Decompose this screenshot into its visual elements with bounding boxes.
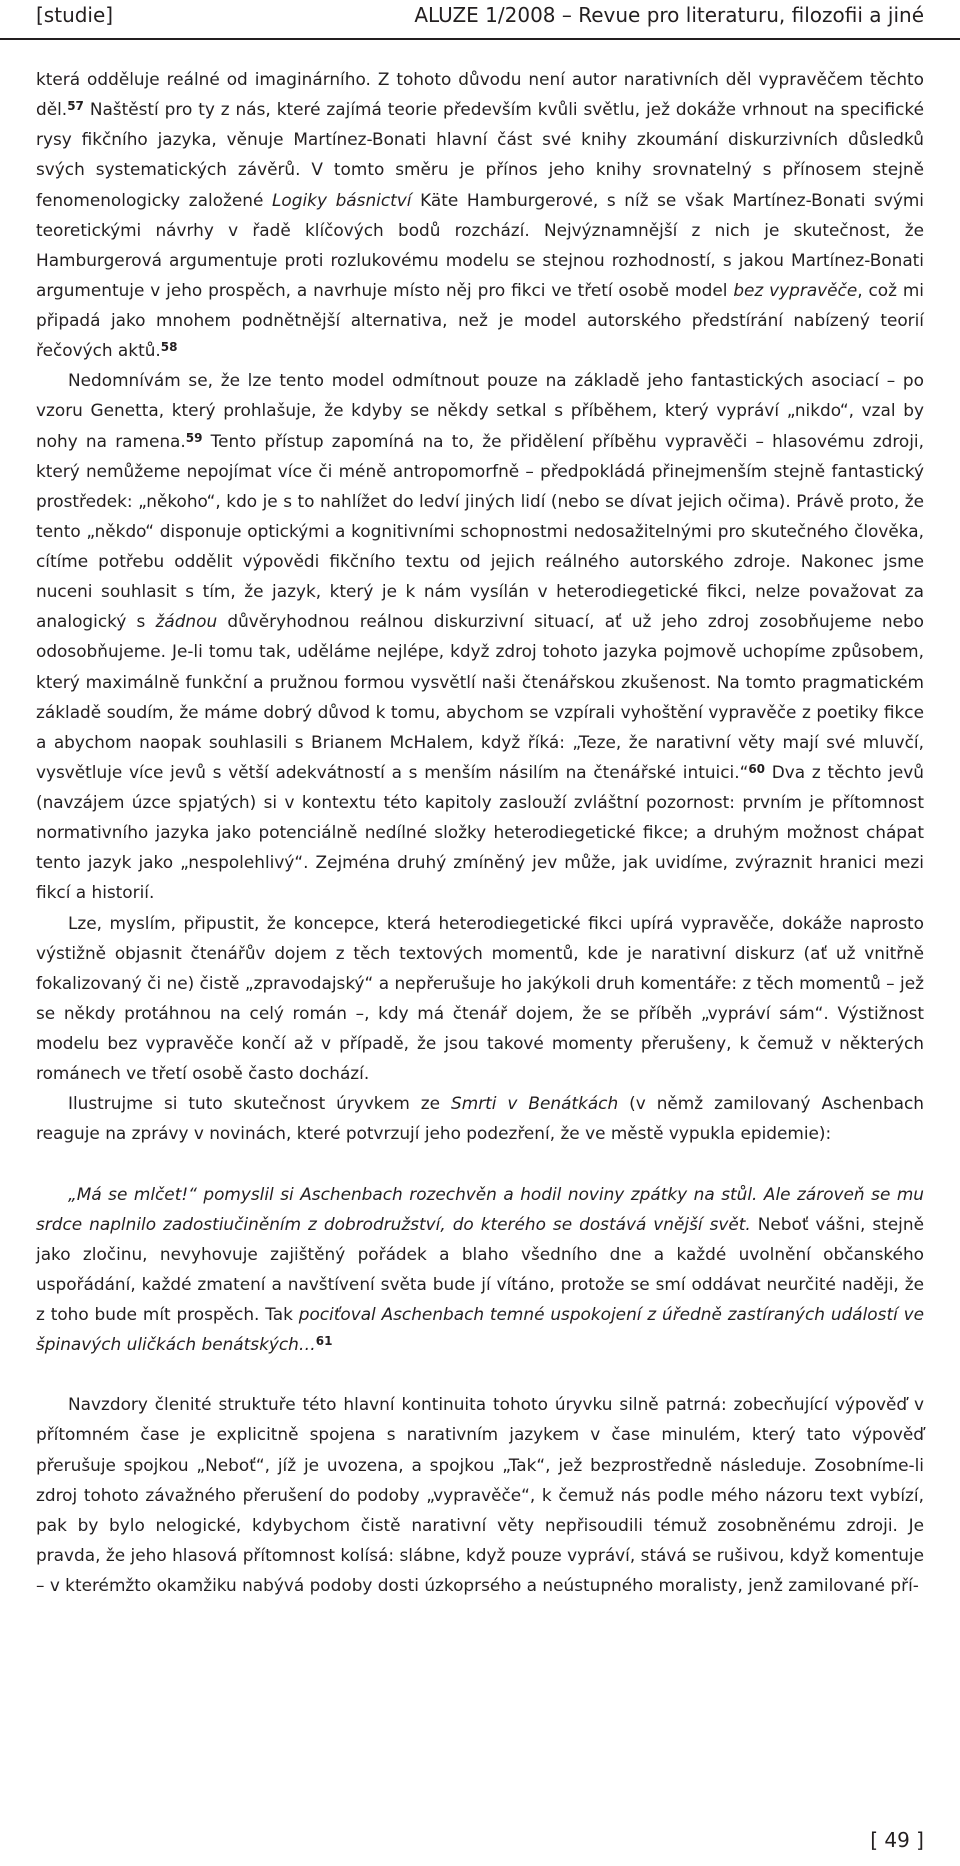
footnote-ref-57[interactable]: 57 — [67, 99, 84, 114]
text-run: Naštěstí pro ty z nás, které zajímá teorie především kvůli světlu, jež dokáže vrhnout na specifické rysy fikčního jazyka, věnuje Martínez-Bonati hlavní část své knihy zkoumání diskurzivních důsledků svých systematických závěrů. V tomto směru je přínos jeho knihy srovnatelný s přínosem stejně fenomenologicky založené — [36, 99, 924, 210]
text-run: Käte Hamburgerové, s níž se však Martínez-Bonati svými teoretickými návrhy v řadě klíčových bodů rozchází. Nejvýznamnější z nich je skutečnost, že Hamburgerová argumentuje proti rozlukovému modelu se stejnou rozhodností, s jakou Martínez-Bonati argumentuje v jeho prospěch, a navrhuje místo něj pro fikci ve třetí osobě model — [36, 189, 924, 300]
quote-italic: pociťoval Aschenbach temné uspokojení z úředně zastíraných událostí ve špinavých uličkách benátských… — [36, 1304, 924, 1355]
body-text — [36, 64, 924, 1600]
footnote-ref-61[interactable]: 61 — [315, 1334, 333, 1349]
emphasis: bez vypravěče — [733, 279, 858, 300]
paragraph-3 — [36, 908, 924, 1089]
footnote-ref-60[interactable]: 60 — [748, 761, 766, 776]
text-run: Lze, myslím, připustit, že koncepce, která heterodiegetické fikci upírá vypravěče, dokáže naprosto výstižně objasnit čtenářův dojem z těch textových momentů, kde je narativní diskurz (ať už vnitřně fokalizovaný či ne) čistě „zpravodajský“ a nepřerušuje ho jakýkoli druh komentáře: z těch momentů – jež se někdy protáhnou na celý román –, kdy má čtenář dojem, že se příběh „vypráví sám“. Výstižnost modelu bez vypravěče končí až v případě, že jsou takové momenty přerušeny, k čemuž v některých románech ve třetí osobě často dochází. — [36, 912, 924, 1084]
footnote-ref-58[interactable]: 58 — [160, 340, 178, 355]
text-run: Navzdory členité struktuře této hlavní kontinuita tohoto úryvku silně patrná: zobecňující výpověď v přítomném čase je explicitně spojena s narativním jazykem v čase minulém, který tato výpověď přerušuje spojkou „Neboť“, jíž je uvozena, a spojkou „Tak“, jež bezprostředně následuje. Zosobníme-li zdroj tohoto závažného přerušení do podoby „vypravěče“, k čemuž nás podle mého názoru text vybízí, pak by bylo nelogické, kdybychom čistě narativní věty nepřisoudili témuž zosobněnému zdroji. Je pravda, že jeho hlasová přítomnost kolísá: slábne, když pouze vypráví, stává se rušivou, když komentuje – v kterémžto okamžiku nabývá podoby dosti úzkoprsého a neústupného moralisty, jenž zamilované pří- — [36, 1394, 924, 1595]
book-title: Logiky básnictví — [272, 189, 412, 210]
block-quote — [36, 1179, 924, 1360]
book-title: Smrti v Benátkách — [451, 1093, 619, 1114]
paragraph-1 — [36, 64, 924, 365]
text-run: Tento přístup zapomíná na to, že přidělení příběhu vypravěči – hlasovému zdroji, který nemůžeme nepojímat více či méně antropomorfně – předpokládá přinejmenším stejně fantastický prostředek: „někoho“, kdo je s to nahlížet do ledví jiných lidí (nebo se dívat jejich očima). Právě proto, že tento „někdo“ disponuje optickými a kognitivními schopnostmi nedosažitelnými pro skutečného člověka, cítíme potřebu oddělit výpovědi fikčního textu od jejich reálného autorského zdroje. Nakonec jsme nuceni souhlasit s tím, že jazyk, který je k nám vysílán v heterodiegetické fikci, nelze považovat za analogický s — [36, 430, 924, 632]
text-run: Dva z těchto jevů (navzájem úzce spjatých) si v kontextu této kapitoly zaslouží zvláštní pozornost: prvním je přítomnost normativního jazyka jako potenciálně nedílné složky heterodiegetické fikce; a druhým možnost chápat tento jazyk jako „nespolehlivý“. Zejména druhý zmíněný jev může, jak uvidíme, zvýraznit hranici mezi fikcí a historií. — [36, 761, 924, 903]
emphasis: žádnou — [155, 611, 218, 632]
text-run: Neboť vášni, stejně jako zločinu, nevyhovuje zajištěný pořádek a blaho všedního dne a každé uvolnění občanského uspořádání, každé zmatení a navštívení světa bude jí vítáno, protože se smí oddávat neurčité naději, že z toho bude mít prospěch. Tak — [36, 1213, 924, 1324]
text-run: důvěryhodnou reálnou diskurzivní situací, ať už jeho zdroj zosobňujeme nebo odosobňujeme. Je-li tomu tak, uděláme nejlépe, když zdroj tohoto jazyka pojmově uchopíme způsobem, který maximálně funkční a pružnou formou vysvětlí naši čtenářskou zkušenost. Na tomto pragmatickém základě soudím, že máme dobrý důvod k tomu, abychom se vzpírali vyhoštění vypravěče z poetiky fikce a abychom naopak souhlasili s Brianem McHalem, když říká: „Teze, že narativní věty mají své mluvčí, vysvětluje více jevů s větší adekvátností a s menším násilím na čtenářské intuici.“ — [36, 611, 924, 782]
paragraph-4 — [36, 1088, 924, 1148]
paragraph-2 — [36, 365, 924, 907]
footnote-ref-59[interactable]: 59 — [185, 430, 203, 445]
text-run: (v němž zamilovaný Aschenbach reaguje na zprávy v novinách, které potvrzují jeho podezření, že ve městě vypukla epidemie): — [36, 1093, 925, 1144]
text-run: Ilustrujme si tuto skutečnost úryvkem ze — [68, 1093, 452, 1114]
paragraph-5 — [36, 1389, 924, 1600]
section-label: [studie] — [36, 3, 114, 27]
running-header — [0, 0, 960, 40]
quote-italic: „Má se mlčet!“ pomyslil si Aschenbach rozechvěn a hodil noviny zpátky na stůl. Ale zároveň se mu srdce naplnilo zadostiučiněním z dobrodružství, do kterého se dostává vnější svět. — [36, 1183, 924, 1234]
text-run: která odděluje reálné od imaginárního. Z tohoto důvodu není autor narativních děl vypravěčem těchto děl. — [36, 69, 924, 120]
page-number: [ 49 ] — [870, 1828, 924, 1852]
text-run: Nedomnívám se, že lze tento model odmítnout pouze na základě jeho fantastických asociací – po vzoru Genetta, který prohlašuje, že kdyby se někdy setkal s příběhem, který vypráví „nikdo“, vzal by nohy na ramena. — [36, 370, 924, 451]
journal-title: ALUZE 1/2008 – Revue pro literaturu, filozofii a jiné — [414, 3, 924, 27]
text-run: , což mi připadá jako mnohem podnětnější alternativa, než je model autorského předstírání nabízený teorií řečových aktů. — [36, 279, 924, 361]
